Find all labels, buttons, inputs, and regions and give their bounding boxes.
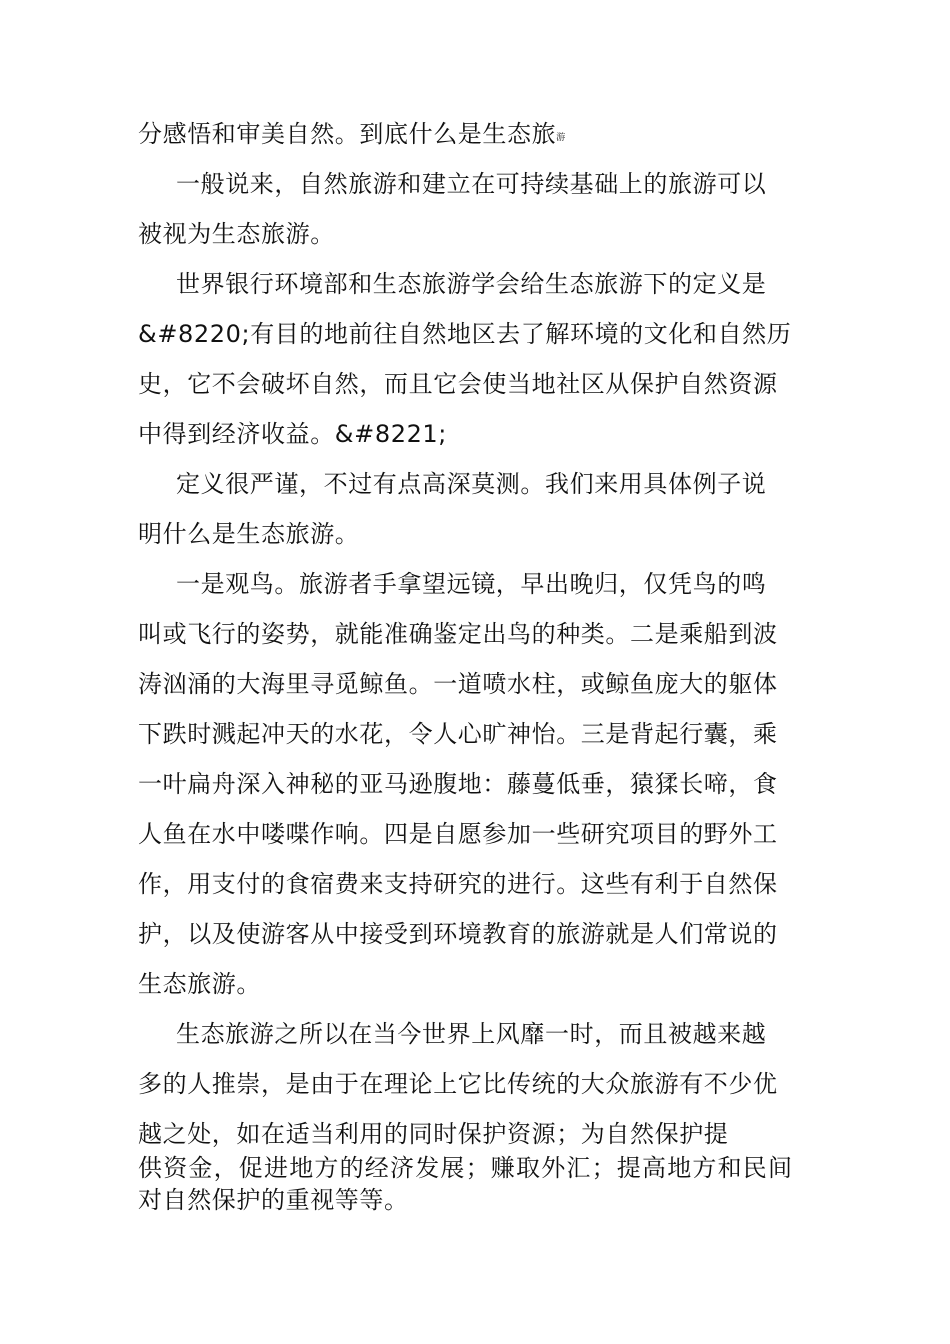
text-line-17: 护，以及使游客从中接受到环境教育的旅游就是人们常说的 <box>138 920 778 948</box>
text-line-7: 中得到经济收益。&#8221; <box>138 420 447 448</box>
text-line-4: 世界银行环境部和生态旅游学会给生态旅游下的定义是 <box>176 270 767 298</box>
text-line-8: 定义很严谨，不过有点高深莫测。我们来用具体例子说 <box>176 470 767 498</box>
text-line-1-main: 分感悟和审美自然。到底什么是生态旅 <box>138 120 557 148</box>
text-line-18: 生态旅游。 <box>138 970 261 998</box>
text-line-12: 涛汹涌的大海里寻觅鲸鱼。一道喷水柱，或鲸鱼庞大的躯体 <box>138 670 778 698</box>
text-line-11: 叫或飞行的姿势，就能准确鉴定出鸟的种类。二是乘船到波 <box>138 620 778 648</box>
text-line-6: 史，它不会破坏自然，而且它会使当地社区从保护自然资源 <box>138 370 778 398</box>
text-line-14: 一叶扁舟深入神秘的亚马逊腹地：藤蔓低垂，猿猱长啼，食 <box>138 770 778 798</box>
text-line-22: 供资金，促进地方的经济发展；赚取外汇；提高地方和民间 <box>138 1154 794 1182</box>
text-line-23: 对自然保护的重视等等。 <box>138 1186 409 1214</box>
text-line-1 <box>138 118 565 154</box>
text-line-3: 被视为生态旅游。 <box>138 220 335 248</box>
text-line-2: 一般说来，自然旅游和建立在可持续基础上的旅游可以 <box>176 170 767 198</box>
text-line-1-mark: 游 <box>556 133 566 143</box>
text-line-13: 下跌时溅起冲天的水花，令人心旷神怡。三是背起行囊，乘 <box>138 720 778 748</box>
text-line-10: 一是观鸟。旅游者手拿望远镜，早出晚归，仅凭鸟的鸣 <box>176 570 767 598</box>
text-line-15: 人鱼在水中喽喋作响。四是自愿参加一些研究项目的野外工 <box>138 820 778 848</box>
text-line-20: 多的人推崇，是由于在理论上它比传统的大众旅游有不少优 <box>138 1070 778 1098</box>
text-line-5: &#8220;有目的地前往自然地区去了解环境的文化和自然历 <box>138 320 792 348</box>
text-line-16: 作，用支付的食宿费来支持研究的进行。这些有利于自然保 <box>138 870 778 898</box>
text-line-9: 明什么是生态旅游。 <box>138 520 360 548</box>
text-line-19: 生态旅游之所以在当今世界上风靡一时，而且被越来越 <box>176 1020 767 1048</box>
text-line-21: 越之处，如在适当利用的同时保护资源；为自然保护提 <box>138 1120 729 1148</box>
